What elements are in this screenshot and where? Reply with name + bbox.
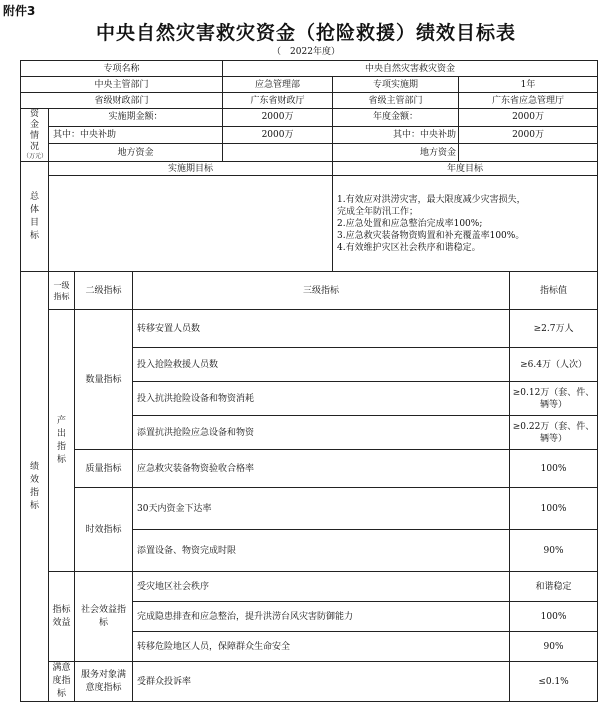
central-sub-label-2: 其中：中央补助 xyxy=(333,126,459,144)
year-goal-line: 1.有效应对洪涝灾害，最大限度减少灾害损失， xyxy=(337,194,526,205)
central-sub-value-2: 2000万 xyxy=(459,126,598,144)
indicator-value: ≥0.12万（套、件、辆等） xyxy=(510,382,598,416)
indicator-value: 90% xyxy=(510,632,598,662)
prov-dept-value: 广东省应急管理厅 xyxy=(459,93,598,109)
local-funds-value-2 xyxy=(459,144,598,162)
period-amount-value: 2000万 xyxy=(223,109,333,127)
page-title: 中央自然灾害救灾资金（抢险救援）绩效目标表 xyxy=(95,22,516,44)
year-label: （ 2022年度） xyxy=(272,47,340,57)
funds-unit: （万元） xyxy=(23,153,48,160)
project-name-value: 中央自然灾害救灾资金 xyxy=(223,61,598,77)
prov-finance-label: 省级财政部门 xyxy=(21,93,223,109)
indicator-name: 30天内资金下达率 xyxy=(133,488,510,530)
year-goal-line: 3.应急救灾装备物资购置和补充覆盖率100%。 xyxy=(337,230,525,241)
year-goal-content xyxy=(333,176,598,272)
year-amount-value: 2000万 xyxy=(459,109,598,127)
indicator-name: 转移危险地区人员，保障群众生命安全 xyxy=(133,632,510,662)
col-level3: 三级指标 xyxy=(133,272,510,310)
indicator-name: 投入抗洪抢险设备和物资消耗 xyxy=(133,382,510,416)
indicator-name: 应急救灾装备物资验收合格率 xyxy=(133,450,510,488)
indicator-value: 100% xyxy=(510,602,598,632)
year-goal-line: 完成全年防汛工作； xyxy=(337,206,419,217)
prov-dept-label: 省级主管部门 xyxy=(333,93,459,109)
prov-finance-value: 广东省财政厅 xyxy=(223,93,333,109)
central-sub-value: 2000万 xyxy=(223,126,333,144)
local-funds-label: 地方资金 xyxy=(49,144,223,162)
quality-indicator-label: 质量指标 xyxy=(75,450,133,488)
indicator-name: 转移安置人员数 xyxy=(133,310,510,348)
service-indicator-label: 服务对象满意度指标 xyxy=(75,662,133,702)
goals-section-label xyxy=(21,162,49,272)
indicator-name: 完成隐患排查和应急整治，提升洪涝台风灾害防御能力 xyxy=(133,602,510,632)
period-value: 1年 xyxy=(459,77,598,93)
indicators-section-label xyxy=(21,272,49,702)
indicator-value: ≥0.22万（套、件、辆等） xyxy=(510,416,598,450)
satisfaction-indicator-label: 满意度指标 xyxy=(49,662,75,702)
indicator-value: 90% xyxy=(510,530,598,572)
year-goal-line: 2.应急处置和应急整治完成率100%; xyxy=(337,218,483,229)
social-indicator-label: 社会效益指标 xyxy=(75,572,133,662)
col-level1: 一级指标 xyxy=(49,272,75,310)
period-label: 专项实施期 xyxy=(333,77,459,93)
indicator-value: 100% xyxy=(510,488,598,530)
performance-table xyxy=(20,60,598,702)
indicator-value: 100% xyxy=(510,450,598,488)
indicator-name: 添置抗洪抢险应急设备和物资 xyxy=(133,416,510,450)
indicator-value: ≥6.4万（人次） xyxy=(510,348,598,382)
indicator-value: ≤0.1% xyxy=(510,662,598,702)
indicator-value: ≥2.7万人 xyxy=(510,310,598,348)
year-goal-header: 年度目标 xyxy=(333,162,598,176)
funds-section-label xyxy=(21,109,49,162)
indicator-name: 投入抢险救援人员数 xyxy=(133,348,510,382)
goals-label: 总体目标 xyxy=(29,191,39,241)
central-dept-label: 中央主管部门 xyxy=(21,77,223,93)
year-amount-label: 年度金额： xyxy=(333,109,459,127)
indicator-name: 受群众投诉率 xyxy=(133,662,510,702)
quantity-indicator-label: 数量指标 xyxy=(75,310,133,450)
indicator-name: 添置设备、物资完成时限 xyxy=(133,530,510,572)
col-level2: 二级指标 xyxy=(75,272,133,310)
col-value: 指标值 xyxy=(510,272,598,310)
project-name-label: 专项名称 xyxy=(21,61,223,77)
indicators-label: 绩效指标 xyxy=(29,461,39,511)
period-amount-label: 实施期金额： xyxy=(49,109,223,127)
timeliness-indicator-label: 时效指标 xyxy=(75,488,133,572)
funds-label: 资金情况 xyxy=(29,109,39,152)
year-goal-line: 4.有效维护灾区社会秩序和谐稳定。 xyxy=(337,242,481,253)
indicator-value: 和谐稳定 xyxy=(510,572,598,602)
central-dept-value: 应急管理部 xyxy=(223,77,333,93)
attachment-label: 附件3 xyxy=(3,4,36,18)
benefit-indicator-label: 指标效益 xyxy=(49,572,75,662)
indicator-name: 受灾地区社会秩序 xyxy=(133,572,510,602)
local-funds-label-2: 地方资金 xyxy=(333,144,459,162)
central-sub-label: 其中：中央补助 xyxy=(49,126,223,144)
local-funds-value xyxy=(223,144,333,162)
period-goal-content xyxy=(49,176,333,272)
output-indicator-label: 产出指标 xyxy=(49,310,75,572)
period-goal-header: 实施期目标 xyxy=(49,162,333,176)
